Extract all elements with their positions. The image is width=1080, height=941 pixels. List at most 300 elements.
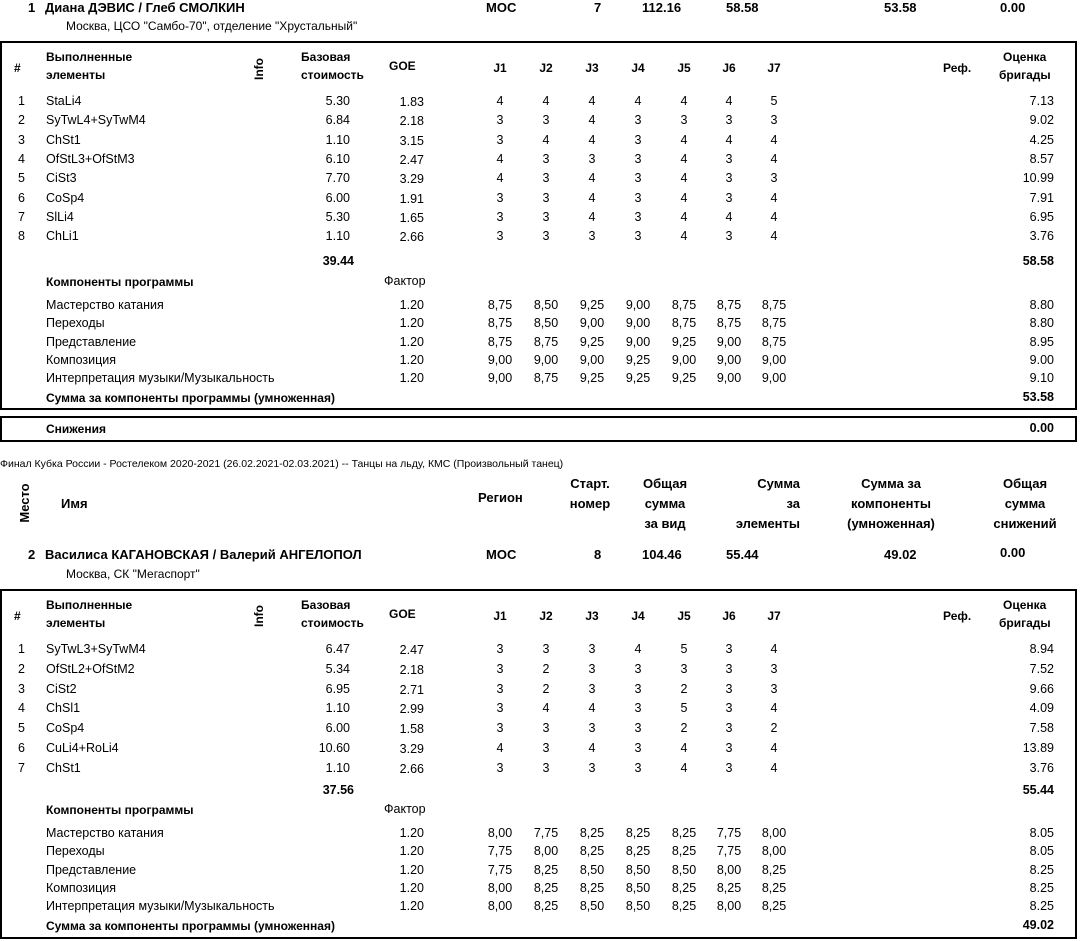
judge-header-6: J6 — [722, 61, 736, 75]
component-judge-1: 7,75 — [487, 844, 513, 859]
element-judge-4: 3 — [634, 209, 642, 224]
element-judge-4: 3 — [634, 721, 642, 736]
element-judge-7: 4 — [770, 151, 778, 166]
element-judge-7: 3 — [770, 661, 778, 676]
athlete-start-number: 7 — [594, 0, 602, 15]
athlete2-elements-score: 55.44 — [726, 547, 759, 562]
element-judge-1: 4 — [496, 151, 504, 166]
judge-header-7: J7 — [767, 61, 781, 75]
component-judge-5: 8,25 — [671, 880, 697, 895]
element-judge-7: 4 — [770, 701, 778, 716]
element-goe: 2.18 — [399, 662, 424, 677]
component-name: Интерпретация музыки/Музыкальность — [46, 371, 275, 386]
element-base-value: 6.47 — [325, 642, 350, 656]
element-score: 3.76 — [1029, 760, 1054, 775]
col-header-ref: Реф. — [943, 61, 972, 75]
component-judge-1: 8,75 — [487, 334, 513, 349]
element-judge-1: 3 — [496, 209, 504, 224]
deductions-label: Снижения — [46, 422, 106, 436]
col2-header-base-2: стоимость — [301, 616, 364, 630]
component-judge-1: 9,00 — [487, 371, 513, 386]
component-judge-2: 8,25 — [533, 862, 559, 877]
element-judge-3: 4 — [588, 209, 596, 224]
header-start — [555, 474, 625, 514]
element-judge-5: 5 — [680, 701, 688, 716]
element-judge-5: 4 — [680, 741, 688, 755]
component-judge-4: 8,25 — [625, 844, 651, 859]
element-score: 13.89 — [1022, 741, 1054, 755]
judge-header-3: J3 — [585, 61, 599, 75]
element-judge-6: 3 — [725, 681, 733, 696]
element-judge-1: 3 — [496, 229, 504, 244]
judge-header-7: J7 — [767, 609, 781, 623]
element-judge-7: 4 — [770, 132, 778, 147]
component-score: 8.25 — [1029, 880, 1054, 895]
element-goe: 1.83 — [399, 95, 424, 109]
component-judge-6: 8,75 — [716, 298, 742, 312]
athlete-place: 1 — [28, 0, 36, 15]
component-judge-2: 9,00 — [533, 352, 559, 367]
col2-header-base: Базовая — [301, 598, 351, 612]
col2-header-ref: Реф. — [943, 609, 972, 623]
element-judge-5: 4 — [680, 229, 688, 244]
element-judge-6: 3 — [725, 661, 733, 676]
element-score: 8.57 — [1029, 151, 1054, 166]
element-number: 7 — [18, 209, 25, 224]
component-judge-6: 9,00 — [716, 371, 742, 386]
element-score: 9.66 — [1029, 681, 1054, 696]
col-header-score-2: бригады — [999, 68, 1051, 82]
element-judge-6: 3 — [725, 721, 733, 736]
judge-header-3: J3 — [585, 609, 599, 623]
element-judge-2: 3 — [542, 760, 550, 775]
element-judge-4: 3 — [634, 661, 642, 676]
element-judge-2: 4 — [542, 701, 550, 716]
judge-header-1: J1 — [493, 61, 507, 75]
component-judge-3: 8,25 — [579, 826, 605, 840]
component-judge-3: 8,50 — [579, 862, 605, 877]
element-number: 3 — [18, 681, 25, 696]
event-line: Финал Кубка России - Ростелеком 2020-2021 (26.02.2021-02.03.2021) -- Танцы на льду, КМС (Произвольный танец) — [0, 458, 564, 470]
element-judge-7: 4 — [770, 760, 778, 775]
element-judge-6: 3 — [725, 701, 733, 716]
element-goe: 2.66 — [399, 230, 424, 245]
header-ded — [980, 474, 1070, 534]
component-name: Мастерство катания — [46, 826, 164, 840]
element-judge-1: 4 — [496, 171, 504, 186]
judge-header-5: J5 — [677, 61, 691, 75]
element-score: 7.52 — [1029, 661, 1054, 676]
header-total — [632, 474, 698, 534]
component-judge-7: 8,25 — [761, 880, 787, 895]
element-judge-3: 4 — [588, 171, 596, 186]
header-tes — [720, 474, 800, 534]
element-judge-2: 3 — [542, 151, 550, 166]
element-base-value: 1.10 — [325, 760, 350, 775]
component-judge-7: 8,75 — [761, 334, 787, 349]
element-number: 6 — [18, 190, 25, 205]
header-total-2: сумма — [644, 496, 686, 511]
component-score: 8.80 — [1029, 316, 1054, 331]
col-header-base: Базовая — [301, 50, 351, 64]
element-judge-4: 3 — [634, 190, 642, 205]
component-judge-2: 8,75 — [533, 334, 559, 349]
header-start-1: Старт. — [570, 476, 610, 491]
element-name: OfStL2+OfStM2 — [46, 661, 135, 676]
component-judge-3: 9,25 — [579, 334, 605, 349]
header-pcs-2: компоненты — [851, 496, 931, 511]
element-judge-1: 3 — [496, 113, 504, 128]
component-judge-7: 9,00 — [761, 352, 787, 367]
header-ded-3: снижений — [993, 516, 1057, 531]
components-sum-value: 53.58 — [1022, 390, 1054, 404]
athlete-elements-score: 58.58 — [726, 0, 759, 15]
component-judge-5: 8,75 — [671, 298, 697, 312]
elements-total: 58.58 — [1022, 254, 1054, 268]
element-score: 7.91 — [1029, 190, 1054, 205]
component-name: Переходы — [46, 316, 105, 331]
element-judge-7: 3 — [770, 681, 778, 696]
component-factor: 1.20 — [399, 880, 424, 895]
element-base-value: 1.10 — [325, 701, 350, 716]
component-factor: 1.20 — [399, 371, 424, 386]
component-judge-4: 8,50 — [625, 899, 651, 914]
component-factor: 1.20 — [399, 826, 424, 840]
col-header-goe: GOE — [389, 59, 416, 73]
element-judge-5: 2 — [680, 681, 688, 696]
element-judge-1: 3 — [496, 701, 504, 716]
athlete2-name: Василиса КАГАНОВСКАЯ / Валерий АНГЕЛОПОЛ — [45, 547, 362, 562]
element-judge-2: 4 — [542, 132, 550, 147]
element-number: 1 — [18, 94, 25, 108]
element-judge-4: 3 — [634, 171, 642, 186]
element-name: StaLi4 — [46, 94, 82, 108]
element-goe: 3.29 — [399, 172, 424, 187]
athlete-total-score: 112.16 — [642, 0, 682, 15]
element-judge-1: 3 — [496, 642, 504, 656]
component-judge-5: 8,25 — [671, 899, 697, 914]
element-goe: 2.71 — [399, 682, 424, 697]
element-judge-3: 3 — [588, 642, 596, 656]
element-goe: 2.18 — [399, 114, 424, 129]
component-name: Интерпретация музыки/Музыкальность — [46, 899, 275, 914]
element-judge-2: 3 — [542, 741, 550, 755]
component-judge-1: 8,00 — [487, 880, 513, 895]
element-judge-4: 4 — [634, 642, 642, 656]
element-judge-1: 3 — [496, 132, 504, 147]
athlete-club: Москва, ЦСО "Самбо-70", отделение "Хрустальный" — [66, 19, 358, 33]
component-judge-7: 9,00 — [761, 371, 787, 386]
component-name: Переходы — [46, 844, 105, 859]
component-score: 9.10 — [1029, 371, 1054, 386]
element-judge-5: 2 — [680, 721, 688, 736]
component-judge-5: 8,50 — [671, 862, 697, 877]
component-factor: 1.20 — [399, 334, 424, 349]
element-judge-7: 4 — [770, 642, 778, 656]
element-judge-7: 2 — [770, 721, 778, 736]
component-judge-3: 8,25 — [579, 880, 605, 895]
element-judge-4: 3 — [634, 741, 642, 755]
component-score: 8.05 — [1029, 826, 1054, 840]
athlete-region: МОС — [486, 0, 517, 15]
components2-sum-value: 49.02 — [1022, 918, 1054, 932]
component-judge-5: 9,00 — [671, 352, 697, 367]
element-judge-4: 3 — [634, 151, 642, 166]
component-factor: 1.20 — [399, 899, 424, 914]
component-judge-2: 8,50 — [533, 298, 559, 312]
component-judge-3: 9,25 — [579, 371, 605, 386]
element-name: ChLi1 — [46, 229, 79, 244]
element-score: 3.76 — [1029, 229, 1054, 244]
element-name: CuLi4+RoLi4 — [46, 741, 119, 755]
element-judge-7: 5 — [770, 94, 778, 108]
element-base-value: 1.10 — [325, 132, 350, 147]
component-judge-1: 9,00 — [487, 352, 513, 367]
element-name: SyTwL4+SyTwM4 — [46, 113, 146, 128]
element-judge-2: 2 — [542, 661, 550, 676]
col2-header-info: Info — [252, 605, 266, 627]
athlete-components-score: 53.58 — [884, 0, 917, 15]
component-judge-5: 8,25 — [671, 844, 697, 859]
element-base-value: 6.00 — [325, 190, 350, 205]
base2-total: 37.56 — [322, 783, 354, 797]
element-judge-1: 3 — [496, 190, 504, 205]
component-judge-6: 7,75 — [716, 844, 742, 859]
component-judge-7: 8,25 — [761, 862, 787, 877]
header-ded-2: сумма — [1004, 496, 1046, 511]
element-judge-3: 4 — [588, 190, 596, 205]
component-judge-1: 8,00 — [487, 826, 513, 840]
component-judge-6: 7,75 — [716, 826, 742, 840]
element-score: 9.02 — [1029, 113, 1054, 128]
element-judge-5: 5 — [680, 642, 688, 656]
judge-header-4: J4 — [631, 61, 645, 75]
athlete-deductions: 0.00 — [1000, 0, 1026, 15]
component-name: Композиция — [46, 352, 117, 367]
component-judge-4: 9,25 — [625, 371, 651, 386]
element-judge-2: 3 — [542, 229, 550, 244]
element-goe: 1.58 — [399, 722, 424, 737]
element-judge-6: 3 — [725, 113, 733, 128]
factor2-header: Фактор — [384, 802, 426, 816]
col2-header-elements: Выполненные — [46, 598, 133, 612]
element-judge-4: 3 — [634, 681, 642, 696]
component-score: 8.05 — [1029, 844, 1054, 859]
element-judge-1: 3 — [496, 721, 504, 736]
element-judge-6: 4 — [725, 209, 733, 224]
element-judge-3: 3 — [588, 681, 596, 696]
component-name: Мастерство катания — [46, 298, 164, 312]
col2-header-goe: GOE — [389, 607, 416, 621]
athlete2-total-score: 104.46 — [642, 547, 682, 562]
judge-header-5: J5 — [677, 609, 691, 623]
element-base-value: 7.70 — [325, 171, 350, 186]
component-score: 9.00 — [1029, 352, 1054, 367]
col2-header-score-2: бригады — [999, 616, 1051, 630]
component-judge-6: 8,00 — [716, 862, 742, 877]
component-judge-7: 8,25 — [761, 899, 787, 914]
element-number: 4 — [18, 151, 25, 166]
component-factor: 1.20 — [399, 316, 424, 331]
element-judge-2: 3 — [542, 642, 550, 656]
element-judge-3: 4 — [588, 132, 596, 147]
col2-header-elements-2: элементы — [46, 616, 106, 630]
element-base-value: 5.34 — [325, 661, 350, 676]
element-number: 5 — [18, 171, 25, 186]
component-judge-5: 9,25 — [671, 371, 697, 386]
element-judge-2: 4 — [542, 94, 550, 108]
element-goe: 1.65 — [399, 210, 424, 225]
header-start-2: номер — [569, 496, 611, 511]
element-base-value: 10.60 — [318, 741, 350, 755]
element-score: 8.94 — [1029, 642, 1054, 656]
component-score: 8.95 — [1029, 334, 1054, 349]
element-base-value: 6.95 — [325, 681, 350, 696]
element-judge-6: 3 — [725, 151, 733, 166]
element-judge-5: 3 — [680, 113, 688, 128]
component-judge-5: 9,25 — [671, 334, 697, 349]
element-judge-7: 4 — [770, 741, 778, 755]
component-judge-2: 7,75 — [533, 826, 559, 840]
element-number: 2 — [18, 661, 25, 676]
component-name: Композиция — [46, 880, 117, 895]
element-judge-7: 3 — [770, 171, 778, 186]
athlete2-components-score: 49.02 — [884, 547, 917, 562]
element-judge-2: 2 — [542, 681, 550, 696]
element-name: CiSt3 — [46, 171, 77, 186]
element-judge-6: 3 — [725, 229, 733, 244]
athlete2-start-number: 8 — [594, 547, 602, 562]
element-judge-3: 4 — [588, 113, 596, 128]
element-judge-3: 3 — [588, 661, 596, 676]
element-base-value: 6.00 — [325, 721, 350, 736]
element-judge-1: 3 — [496, 681, 504, 696]
element-judge-6: 4 — [725, 132, 733, 147]
element-judge-1: 4 — [496, 94, 504, 108]
element-judge-3: 3 — [588, 229, 596, 244]
col2-header-score: Оценка — [1003, 598, 1047, 612]
components2-sum-label: Сумма за компоненты программы (умноженная) — [46, 919, 335, 933]
component-judge-3: 9,25 — [579, 298, 605, 312]
element-judge-1: 4 — [496, 741, 504, 755]
element-judge-7: 4 — [770, 209, 778, 224]
element-judge-1: 3 — [496, 760, 504, 775]
element-number: 1 — [18, 642, 25, 656]
element-judge-4: 3 — [634, 760, 642, 775]
component-judge-2: 8,75 — [533, 371, 559, 386]
element-judge-5: 3 — [680, 661, 688, 676]
component-name: Представление — [46, 334, 137, 349]
header-ded-1: Общая — [1002, 476, 1048, 491]
element-number: 6 — [18, 741, 25, 755]
element-judge-4: 4 — [634, 94, 642, 108]
component-judge-7: 8,00 — [761, 826, 787, 840]
component-judge-4: 9,00 — [625, 298, 651, 312]
component-judge-3: 8,50 — [579, 899, 605, 914]
component-judge-3: 9,00 — [579, 316, 605, 331]
header-tes-3: элементы — [735, 516, 800, 531]
element-judge-2: 3 — [542, 190, 550, 205]
element-name: OfStL3+OfStM3 — [46, 151, 135, 166]
element-name: CoSp4 — [46, 721, 85, 736]
header-total-3: за вид — [644, 516, 686, 531]
element-judge-4: 3 — [634, 113, 642, 128]
judge-header-2: J2 — [539, 61, 553, 75]
element-score: 7.13 — [1029, 94, 1054, 108]
element-goe: 2.99 — [399, 702, 424, 717]
element-goe: 2.66 — [399, 761, 424, 776]
element-name: ChSl1 — [46, 701, 81, 716]
component-judge-1: 8,75 — [487, 316, 513, 331]
element-judge-3: 4 — [588, 701, 596, 716]
element-judge-5: 4 — [680, 132, 688, 147]
element-name: ChSt1 — [46, 760, 81, 775]
element-judge-5: 4 — [680, 171, 688, 186]
component-judge-5: 8,75 — [671, 316, 697, 331]
component-score: 8.25 — [1029, 899, 1054, 914]
element-judge-6: 3 — [725, 190, 733, 205]
col-header-base-2: стоимость — [301, 68, 364, 82]
component-judge-7: 8,75 — [761, 316, 787, 331]
component-judge-4: 8,25 — [625, 826, 651, 840]
element-judge-6: 3 — [725, 642, 733, 656]
header-tes-2: за — [786, 496, 800, 511]
components2-title: Компоненты программы — [46, 803, 194, 817]
element-judge-2: 3 — [542, 113, 550, 128]
component-judge-6: 8,75 — [716, 316, 742, 331]
judge-header-1: J1 — [493, 609, 507, 623]
header-total-1: Общая — [642, 476, 688, 491]
athlete2-region: МОС — [486, 547, 517, 562]
element-judge-2: 3 — [542, 721, 550, 736]
component-judge-4: 9,25 — [625, 352, 651, 367]
element-judge-3: 3 — [588, 760, 596, 775]
element-goe: 1.91 — [399, 191, 424, 206]
component-judge-3: 9,00 — [579, 352, 605, 367]
component-factor: 1.20 — [399, 844, 424, 859]
element-name: SlLi4 — [46, 209, 74, 224]
element-judge-5: 4 — [680, 151, 688, 166]
judge-header-4: J4 — [631, 609, 645, 623]
component-factor: 1.20 — [399, 298, 424, 312]
header-place: Место — [17, 483, 32, 523]
element-judge-5: 4 — [680, 190, 688, 205]
col-header-score: Оценка — [1003, 50, 1047, 64]
component-judge-2: 8,25 — [533, 899, 559, 914]
components-sum-label: Сумма за компоненты программы (умноженная) — [46, 391, 335, 405]
component-factor: 1.20 — [399, 862, 424, 877]
element-judge-6: 3 — [725, 171, 733, 186]
element-judge-1: 3 — [496, 661, 504, 676]
header-pcs-3: (умноженная) — [847, 516, 935, 531]
element-judge-2: 3 — [542, 209, 550, 224]
element-goe: 2.47 — [399, 152, 424, 167]
element-judge-7: 4 — [770, 190, 778, 205]
athlete2-club: Москва, СК "Мегаспорт" — [66, 567, 200, 581]
element-judge-3: 3 — [588, 151, 596, 166]
element-base-value: 6.10 — [325, 151, 350, 166]
component-judge-7: 8,75 — [761, 298, 787, 312]
component-score: 8.80 — [1029, 298, 1054, 312]
header-pcs-1: Сумма за — [861, 476, 921, 491]
element-judge-3: 3 — [588, 721, 596, 736]
col2-header-num: # — [14, 609, 21, 623]
element-judge-3: 4 — [588, 741, 596, 755]
element-score: 4.25 — [1029, 132, 1054, 147]
col-header-num: # — [14, 61, 21, 75]
element-goe: 3.29 — [399, 742, 424, 756]
elements2-total: 55.44 — [1022, 783, 1054, 797]
